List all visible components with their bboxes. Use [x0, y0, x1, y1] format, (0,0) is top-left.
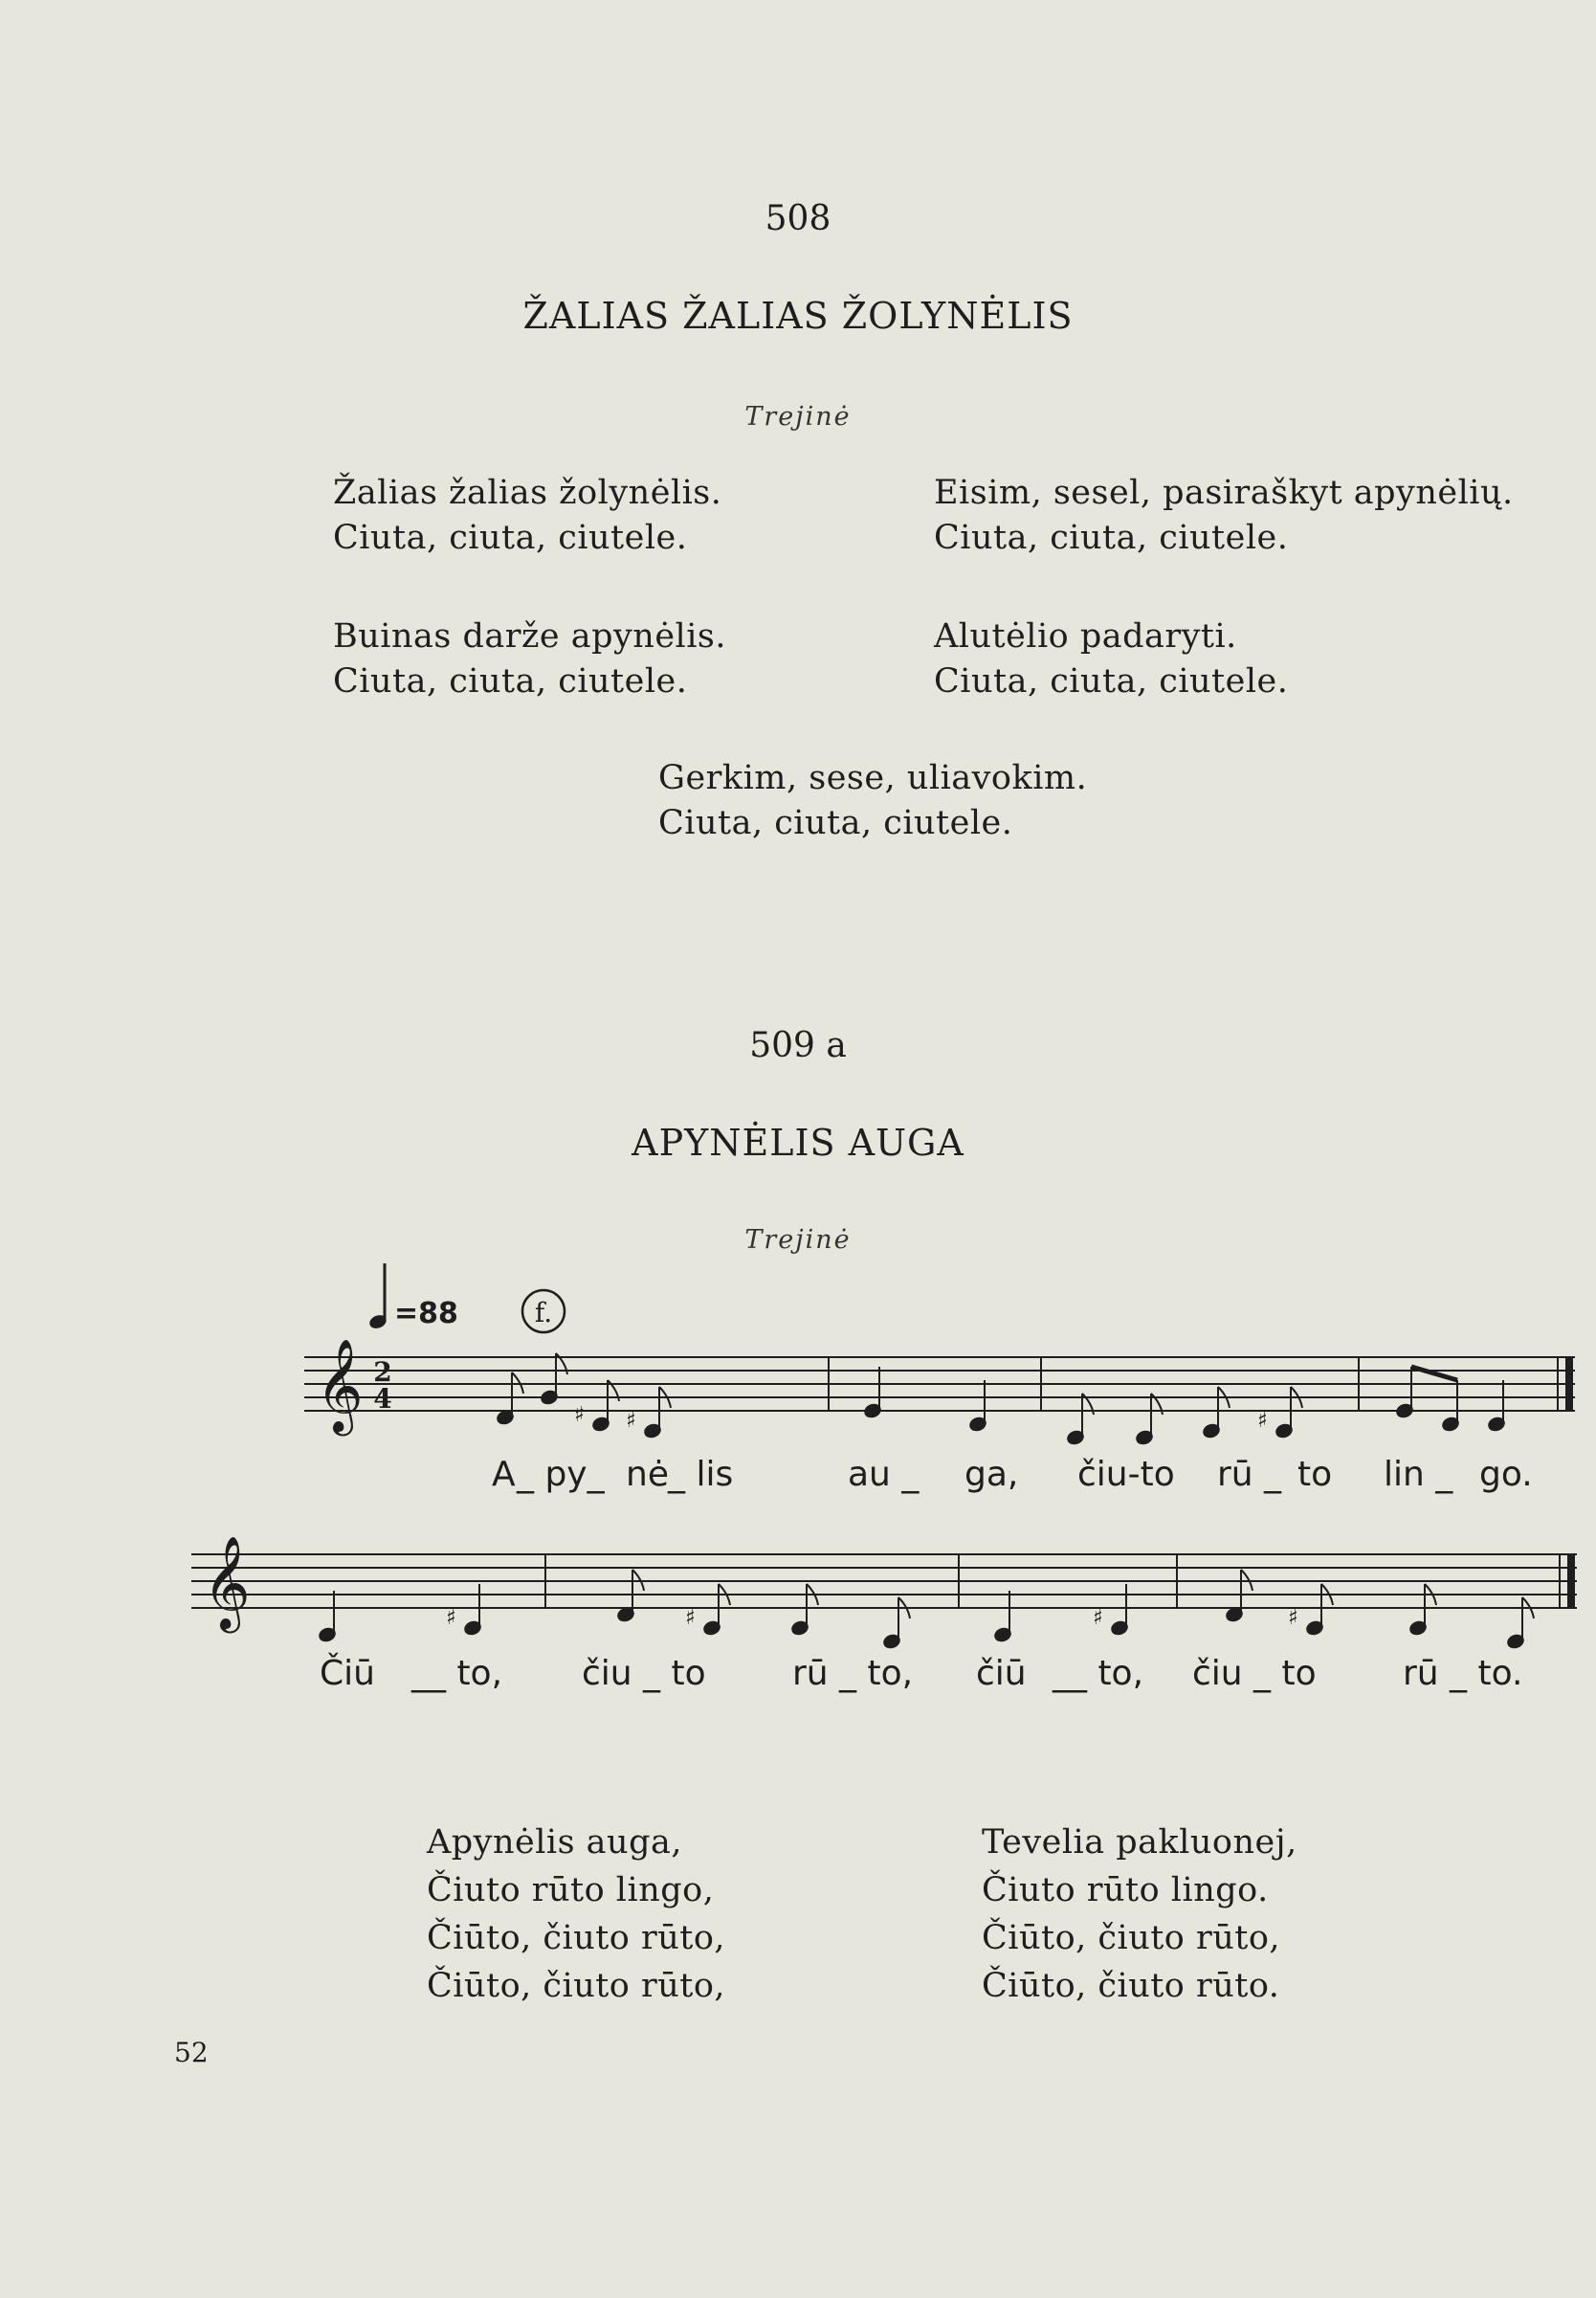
verse-line: Ciuta, ciuta, ciutele. [934, 519, 1289, 557]
lyric-syllable: rū _ to, [792, 1654, 914, 1693]
verse-line: Čiūto, čiuto rūto. [982, 1967, 1280, 2005]
staff-lines [304, 1357, 1575, 1411]
treble-clef-icon: 𝄞 [203, 1535, 251, 1629]
lyric-syllable: _ py_ [517, 1455, 605, 1494]
verse-508-1 [333, 471, 721, 561]
song-number-508: 508 [765, 199, 831, 238]
lyric-syllable: čiū [976, 1654, 1027, 1693]
verse-508-3 [333, 614, 726, 704]
lyric-syllable: čiu-to [1077, 1455, 1175, 1494]
song-subtitle-508: Trejinė [744, 402, 852, 432]
final-bar-thick [1565, 1357, 1573, 1411]
song-subtitle-509a: Trejinė [744, 1225, 852, 1255]
verse-line: Ciuta, ciuta, ciutele. [934, 662, 1289, 701]
verse-509a-1 [427, 1818, 725, 2010]
lyric-syllable: rū _ [1217, 1455, 1282, 1494]
verse-line: Buinas darže apynėlis. [333, 617, 727, 656]
lyric-syllable: lin _ [1384, 1455, 1453, 1494]
verse-508-2 [934, 471, 1514, 561]
svg-text:♯: ♯ [574, 1403, 585, 1427]
svg-text:♯: ♯ [446, 1606, 456, 1630]
final-bar-thick [1567, 1554, 1575, 1608]
verse-line: Alutėlio padaryti. [934, 617, 1237, 656]
lyric-syllable: čiu _ to [582, 1654, 706, 1693]
verse-line: Gerkim, sese, uliavokim. [658, 759, 1088, 797]
notes-measure-1 [318, 1584, 481, 1642]
verse-508-5 [658, 756, 1087, 846]
music-staff-1 [304, 1334, 1586, 1472]
svg-text:♯: ♯ [685, 1606, 696, 1630]
verse-line: Ciuta, ciuta, ciutele. [333, 519, 688, 557]
svg-text:♯: ♯ [1093, 1606, 1103, 1630]
verse-line: Čiūto, čiuto rūto, [982, 1919, 1281, 1957]
lyric-syllable: ga, [964, 1455, 1019, 1494]
verse-line: Žalias žalias žolynėlis. [333, 474, 722, 512]
verse-508-4 [934, 614, 1288, 704]
verse-line: Čiūto, čiuto rūto, [427, 1967, 726, 2005]
verse-line: Čiuto rūto lingo, [427, 1871, 715, 1909]
song-title-509a: APYNĖLIS AUGA [632, 1122, 964, 1164]
lyric-syllable: au _ [848, 1455, 920, 1494]
page-number: 52 [174, 2037, 209, 2068]
lyric-syllable: A [492, 1455, 516, 1494]
verse-509a-2 [982, 1818, 1297, 2010]
lyric-syllable: to [1297, 1455, 1333, 1494]
treble-clef-icon: 𝄞 [316, 1338, 364, 1432]
song-number-509a: 509 a [749, 1026, 847, 1065]
time-signature-bottom: 4 [373, 1383, 392, 1415]
lyric-syllable: _ lis [668, 1455, 734, 1494]
verse-line: Eisim, sesel, pasiraškyt apynėlių. [934, 474, 1514, 512]
verse-line: Apynėlis auga, [427, 1823, 682, 1862]
notes-measure-3 [1066, 1387, 1302, 1445]
staff-lines [191, 1554, 1577, 1608]
lyric-syllable: rū _ to. [1403, 1654, 1523, 1693]
lyric-syllable: go. [1479, 1455, 1533, 1494]
notes-measure-2 [863, 1367, 986, 1432]
verse-line: Ciuta, ciuta, ciutele. [658, 804, 1013, 842]
music-staff-2 [191, 1531, 1588, 1669]
verse-line: Tevelia pakluonej, [982, 1823, 1297, 1862]
time-signature-top: 2 [373, 1356, 392, 1388]
verse-line: Čiūto, čiuto rūto, [427, 1919, 726, 1957]
verse-line: Čiuto rūto lingo. [982, 1871, 1269, 1909]
tempo-value: =88 [394, 1297, 458, 1330]
notes-measure-3 [993, 1584, 1128, 1642]
notes-measure-4 [1395, 1367, 1505, 1432]
verse-line: Ciuta, ciuta, ciutele. [333, 662, 688, 701]
lyric-syllable: čiu _ to [1192, 1654, 1317, 1693]
dynamic-mark: f. [534, 1297, 553, 1328]
notes-measure-1 [496, 1353, 671, 1439]
lyric-syllable: __ to, [411, 1654, 503, 1693]
svg-text:♯: ♯ [1257, 1409, 1268, 1433]
song-title-508: ŽALIAS ŽALIAS ŽOLYNĖLIS [522, 295, 1074, 337]
svg-text:♯: ♯ [1288, 1606, 1298, 1630]
lyric-syllable: nė [626, 1455, 669, 1494]
lyric-syllable: Čiū [320, 1654, 375, 1693]
lyric-syllable: __ to, [1053, 1654, 1144, 1693]
svg-text:♯: ♯ [626, 1409, 636, 1433]
